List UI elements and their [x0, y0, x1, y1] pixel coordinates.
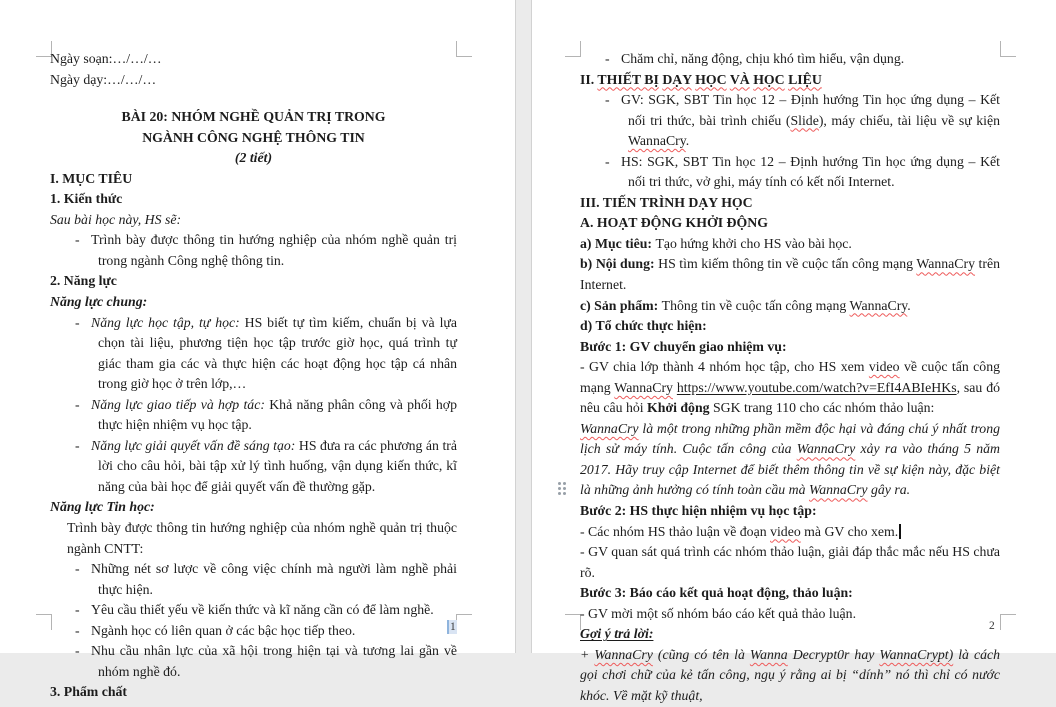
- spellcheck-flagged-word[interactable]: DẠY: [662, 71, 692, 87]
- spellcheck-flagged-word[interactable]: HỌC: [753, 71, 785, 87]
- text-run: Khả năng phân công và phối hợp thực hiện nhiệm vụ học tập.: [98, 396, 457, 433]
- text-run: HS: SGK, SBT Tin học 12 – Định hướng Tin học ứng dụng – Kết nối tri thức, vở ghi, máy tính có kết nối Internet.: [621, 153, 1000, 190]
- text-run: là một trong những phần mềm độc hại và đáng chú ý nhất trong lịch sử máy tính. Cuộc tấn công của: [580, 420, 1000, 457]
- text-boundary-mark: [565, 41, 581, 57]
- text-boundary-mark: [565, 614, 581, 630]
- bullet-paragraph[interactable]: [580, 152, 1000, 193]
- hyperlink-url[interactable]: https://www.youtube.com/watch?v=EfI4ABIeHKs: [676, 379, 957, 395]
- bullet-dash: -: [75, 396, 80, 412]
- paragraph[interactable]: [580, 419, 1000, 501]
- spellcheck-flagged-word[interactable]: HỌC: [695, 71, 727, 87]
- spellcheck-flagged-word[interactable]: WannaCry: [808, 482, 868, 498]
- page-number-1: 1: [447, 620, 457, 634]
- spellcheck-flagged-word[interactable]: THIẾT BỊ: [597, 71, 659, 87]
- text-run: - GV mời một số nhóm báo cáo kết quả thảo luận.: [580, 605, 857, 621]
- text-run: Trình bày được thông tin hướng nghiệp của nhóm nghề quản trị trong ngành Công nghệ thông tin.: [91, 232, 457, 268]
- document-page-1: [0, 0, 515, 700]
- bullet-dash: -: [75, 314, 80, 330]
- paragraph[interactable]: [50, 70, 457, 91]
- text-run: (cũng có tên là: [652, 646, 750, 662]
- spellcheck-flagged-word[interactable]: video: [770, 523, 801, 539]
- spellcheck-flagged-word[interactable]: WannaCry: [594, 646, 653, 662]
- bullet-dash: -: [605, 92, 610, 108]
- page-number-2: 2: [989, 620, 995, 632]
- text-run: II.: [580, 71, 598, 87]
- bullet-paragraph[interactable]: [50, 600, 457, 621]
- text-run: Tạo hứng khởi cho HS vào bài học.: [655, 235, 852, 251]
- text-run: Năng lực học tập, tự học:: [91, 314, 245, 330]
- bullet-dash: -: [605, 153, 610, 169]
- paragraph[interactable]: [50, 169, 457, 190]
- text-run: Những nét sơ lược về công việc chính mà người làm nghề phải thực hiện.: [91, 561, 457, 597]
- text-run: là cách gọi chơi chữ của kẻ tấn công, ngụ ý rằng ai bị “dính” nó thì chỉ có nước khóc. Về mặt kỹ thuật,: [580, 646, 1000, 703]
- paragraph[interactable]: [580, 234, 1000, 255]
- bullet-dash: -: [75, 622, 80, 638]
- text-run: Sau bài học này, HS sẽ:: [50, 211, 182, 227]
- spellcheck-flagged-word[interactable]: WannaCry: [849, 297, 908, 313]
- text-run: 1. Kiến thức: [50, 191, 123, 207]
- spellcheck-flagged-word[interactable]: LIỆU: [788, 71, 822, 87]
- title-line[interactable]: [50, 148, 457, 169]
- bullet-paragraph[interactable]: [50, 621, 457, 642]
- text-run: Trình bày được thông tin hướng nghiệp của nhóm nghề quản trị thuộc ngành CNTT:: [67, 520, 457, 556]
- paragraph[interactable]: [580, 213, 1000, 234]
- text-run: BÀI 20: NHÓM NGHỀ QUẢN TRỊ TRONG: [121, 109, 386, 125]
- text-run: b) Nội dung:: [580, 256, 659, 272]
- text-run: - GV chia lớp thành 4 nhóm học tập, cho HS xem: [580, 359, 869, 375]
- text-run: NGÀNH CÔNG NGHỆ THÔNG TIN: [142, 129, 365, 145]
- text-run: I. MỤC TIÊU: [50, 170, 133, 186]
- text-run: Bước 3: Báo cáo kết quả hoạt động, thảo luận:: [580, 585, 853, 601]
- paragraph[interactable]: [580, 337, 1000, 358]
- paragraph[interactable]: [50, 497, 457, 518]
- text-run: về cuộc tấn công mạng: [580, 359, 1001, 395]
- text-run: xảy ra vào tháng 5 năm 2017. Hãy truy cập Internet để biết thêm thông tin về sự kiện này, đặc biệt là những ảnh hưởng có tính toàn cầu mà: [580, 441, 1000, 498]
- text-cursor: [899, 524, 901, 539]
- bullet-paragraph[interactable]: [50, 230, 457, 271]
- text-run: .: [907, 297, 911, 313]
- bullet-paragraph[interactable]: [50, 559, 457, 600]
- spellcheck-flagged-word[interactable]: WannaCry: [580, 420, 639, 436]
- paragraph[interactable]: [580, 357, 1000, 419]
- page-gap: [515, 0, 532, 653]
- text-run: - Các nhóm HS thảo luận về đoạn: [580, 523, 771, 539]
- text-run: SGK trang 110 cho các nhóm thảo luận:: [709, 400, 935, 416]
- text-run: (2 tiết): [234, 150, 273, 166]
- text-boundary-mark: [1000, 614, 1016, 630]
- text-boundary-mark: [456, 614, 472, 630]
- text-run: Nhu cầu nhân lực của xã hội trong hiện tại và tương lai gần về nhóm nghề đó.: [91, 643, 457, 679]
- bullet-dash: -: [75, 232, 80, 248]
- paragraph-drag-handle-icon[interactable]: [558, 482, 561, 485]
- text-run: Năng lực chung:: [50, 294, 148, 310]
- spellcheck-flagged-word[interactable]: VÀ: [729, 71, 750, 87]
- text-run: Bước 2: HS thực hiện nhiệm vụ học tập:: [580, 503, 817, 519]
- paragraph[interactable]: [580, 501, 1000, 522]
- text-run: Ngày dạy:…/…/…: [50, 71, 157, 87]
- title-line[interactable]: [50, 128, 457, 149]
- text-run: Năng lực giao tiếp và hợp tác:: [91, 396, 270, 412]
- bullet-dash: -: [75, 643, 80, 659]
- title-line[interactable]: [50, 107, 457, 128]
- spellcheck-flagged-word[interactable]: Wanna: [749, 646, 788, 662]
- text-run: a) Mục tiêu:: [580, 235, 656, 251]
- text-run: - GV quan sát quá trình các nhóm thảo luận, giải đáp thắc mắc nếu HS chưa rõ.: [580, 544, 1000, 580]
- text-run: Bước 1: GV chuyển giao nhiệm vụ:: [580, 338, 787, 354]
- spellcheck-flagged-word[interactable]: WannaCrypt): [879, 646, 954, 662]
- spellcheck-flagged-word[interactable]: WannaCry: [796, 441, 856, 457]
- bullet-dash: -: [605, 51, 610, 66]
- text-run: , sau đó nêu câu hỏi: [580, 379, 1000, 416]
- paragraph[interactable]: [50, 682, 457, 703]
- spellcheck-flagged-word[interactable]: video: [868, 359, 900, 375]
- text-run: HS biết tự tìm kiếm, chuẩn bị và lựa chọn tài liệu, phương tiện học tập trước giờ học, quá trình tự giác tham gia các và thực hiện các hoạt động học tập cá nhân trong giờ học ở trên lớp,…: [98, 314, 458, 392]
- text-run: 2. Năng lực: [50, 273, 117, 289]
- text-run: GV: SGK, SBT Tin học 12 – Định hướng Tin học ứng dụng – Kết nối tri thức, bài trình chiếu (: [621, 92, 1000, 128]
- paragraph[interactable]: [580, 624, 1000, 645]
- paragraph[interactable]: [50, 210, 457, 231]
- text-run: A. HOẠT ĐỘNG KHỞI ĐỘNG: [580, 215, 768, 231]
- text-run: Năng lực giải quyết vấn đề sáng tạo:: [91, 437, 299, 453]
- text-run: Khởi động: [647, 400, 710, 416]
- paragraph[interactable]: [50, 49, 457, 70]
- text-run: HS tìm kiếm thông tin về cuộc tấn công mạng: [658, 256, 917, 272]
- text-run: HS đưa ra các phương án trả lời cho câu hỏi, bài tập xử lý tình huống, vận dụng kiến thức, kĩ năng của bài học để giải quyết vấn đề thường gặp.: [98, 437, 458, 494]
- paragraph[interactable]: [580, 604, 1000, 625]
- paragraph[interactable]: [50, 292, 457, 313]
- spellcheck-flagged-word[interactable]: WannaCry: [628, 133, 686, 149]
- text-run: Decrypt0r hay: [787, 646, 880, 662]
- page-1-text-area[interactable]: [50, 49, 457, 703]
- text-run: Thông tin về cuộc tấn công mạng: [661, 297, 850, 313]
- text-run: mà GV cho xem.: [800, 523, 899, 539]
- paragraph[interactable]: [580, 583, 1000, 604]
- paragraph[interactable]: [580, 645, 1000, 707]
- text-run: III. TIẾN TRÌNH DẠY HỌC: [580, 194, 753, 210]
- text-boundary-mark: [456, 41, 472, 57]
- bullet-dash: -: [75, 561, 80, 577]
- text-run: ), máy chiếu, tài liệu về sự kiện: [818, 112, 1000, 128]
- bullet-paragraph[interactable]: [50, 641, 457, 682]
- spellcheck-flagged-word[interactable]: WannaCry: [916, 256, 976, 272]
- paragraph[interactable]: [580, 70, 1000, 91]
- text-run: Chăm chỉ, năng động, chịu khó tìm hiểu, vận dụng.: [621, 51, 905, 66]
- text-boundary-mark: [1000, 41, 1016, 57]
- page-2-text-area[interactable]: [580, 49, 1000, 707]
- text-run: gây ra.: [867, 482, 911, 498]
- bullet-paragraph[interactable]: [50, 313, 457, 395]
- text-run: trên Internet.: [580, 256, 1001, 293]
- bullet-paragraph[interactable]: [50, 395, 457, 436]
- document-page-2: [532, 0, 1056, 703]
- paragraph[interactable]: [580, 296, 1000, 317]
- paragraph[interactable]: [580, 542, 1000, 583]
- spellcheck-flagged-word[interactable]: Slide: [790, 112, 819, 128]
- paragraph[interactable]: [580, 193, 1000, 214]
- text-run: Ngành học có liên quan ở các bậc học tiếp theo.: [91, 622, 356, 638]
- paragraph[interactable]: [580, 522, 1000, 543]
- text-run: Gợi ý trả lời:: [580, 626, 654, 642]
- paragraph[interactable]: [50, 518, 457, 559]
- paragraph[interactable]: [580, 316, 1000, 337]
- text-run: c) Sản phẩm:: [580, 297, 662, 313]
- spellcheck-flagged-word[interactable]: WannaCry: [614, 379, 673, 395]
- text-run: +: [580, 646, 595, 662]
- bullet-paragraph[interactable]: [580, 90, 1000, 152]
- text-run: d) Tổ chức thực hiện:: [580, 318, 707, 334]
- bullet-paragraph[interactable]: [50, 436, 457, 498]
- paragraph[interactable]: [50, 271, 457, 292]
- bullet-dash: -: [75, 437, 80, 453]
- bullet-paragraph[interactable]: [580, 49, 1000, 70]
- text-run: Năng lực Tin học:: [50, 499, 155, 515]
- paragraph[interactable]: [580, 254, 1000, 295]
- bullet-dash: -: [75, 602, 80, 618]
- text-run: 3. Phẩm chất: [50, 684, 128, 700]
- text-run: Ngày soạn:…/…/…: [50, 51, 162, 66]
- text-run: .: [685, 133, 690, 149]
- text-run: Yêu cầu thiết yếu về kiến thức và kĩ năng cần có để làm nghề.: [91, 602, 434, 618]
- paragraph[interactable]: [50, 189, 457, 210]
